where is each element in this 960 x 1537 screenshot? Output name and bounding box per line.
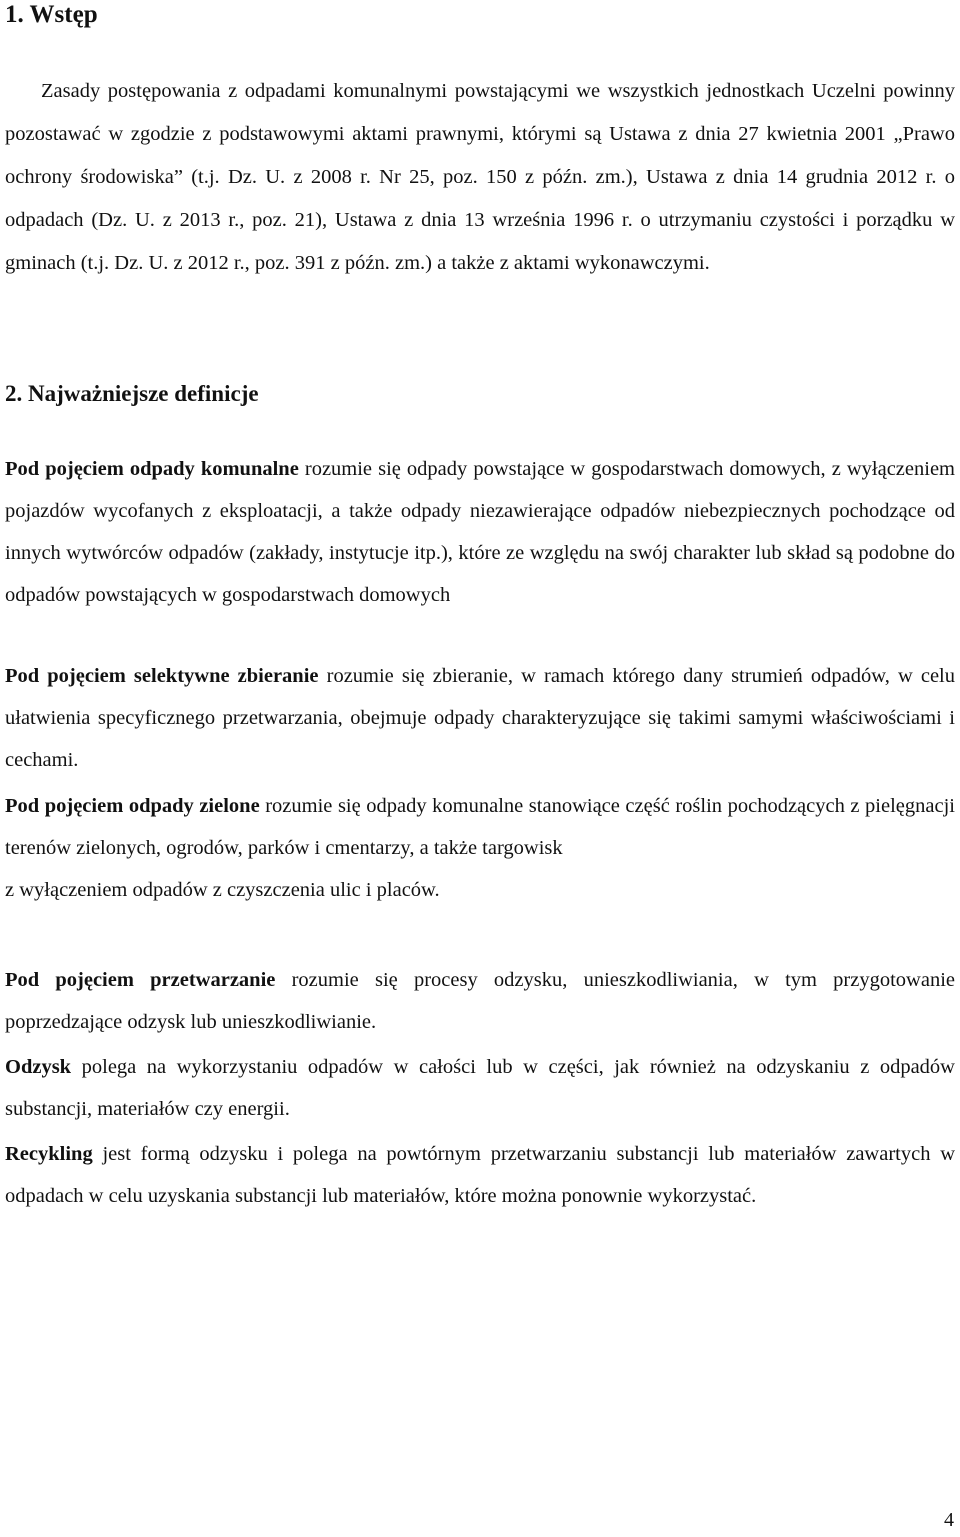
definition-text: jest formą odzysku i polega na powtórnym przetwarzaniu substancji lub materiałów zawartych w odpadach w celu uzyskania substancji lub materiałów, które można ponownie wykorzystać.	[5, 1143, 955, 1207]
definition-text: polega na wykorzystaniu odpadów w całości lub w części, jak również na odzyskaniu z odpadów substancji, materiałów czy energii.	[5, 1056, 955, 1120]
definition-green-waste	[5, 785, 955, 911]
definition-recycling	[5, 1133, 955, 1217]
definition-text: rozumie się odpady komunalne stanowiące część roślin pochodzących z pielęgnacji terenów zielonych, ogrodów, parków i cmentarzy, a także targowisk	[5, 795, 955, 859]
definition-text: rozumie się procesy odzysku, unieszkodliwiania, w tym przygotowanie poprzedzające odzysk lub unieszkodliwianie.	[5, 969, 955, 1033]
definition-term: Pod pojęciem odpady zielone	[5, 795, 260, 817]
definition-text-continued: z wyłączeniem odpadów z czyszczenia ulic i placów.	[5, 879, 440, 901]
intro-paragraph: Zasady postępowania z odpadami komunalnymi powstającymi we wszystkich jednostkach Uczelni powinny pozostawać w zgodzie z podstawowymi aktami prawnymi, którymi są Ustawa z dnia 27 kwietnia 2001 „Prawo ochrony środowiska” (t.j. Dz. U. z 2008 r. Nr 25, poz. 150 z późn. zm.), Ustawa z dnia 14 grudnia 2012 r. o odpadach (Dz. U. z 2013 r., poz. 21), Ustawa z dnia 13 września 1996 r. o utrzymaniu czystości i porządku w gminach (t.j. Dz. U. z 2012 r., poz. 391 z późn. zm.) a także z aktami wykonawczymi.	[5, 80, 955, 274]
definition-term: Odzysk	[5, 1056, 72, 1078]
definition-text: rozumie się odpady powstające w gospodarstwach domowych, z wyłączeniem pojazdów wycofanych z eksploatacji, a także odpady niezawierające odpadów niebezpiecznych pochodzące od innych wytwórców odpadów (zakłady, instytucje itp.), które ze względu na swój charakter lub skład są podobne do odpadów powstających w gospodarstwach domowych	[5, 458, 955, 606]
definition-term: Pod pojęciem selektywne zbieranie	[5, 665, 319, 687]
definition-recovery	[5, 1046, 955, 1130]
section-heading-intro: 1. Wstęp	[5, 1, 98, 28]
page-number: 4	[944, 1509, 954, 1531]
section-heading-definitions: 2. Najważniejsze definicje	[5, 381, 259, 406]
definition-text: rozumie się zbieranie, w ramach którego dany strumień odpadów, w celu ułatwienia specyficznego przetwarzania, obejmuje odpady charakteryzujące się takimi samymi właściwościami i cechami.	[5, 665, 956, 771]
definition-term: Recykling	[5, 1143, 93, 1165]
definition-processing	[5, 959, 955, 1043]
definition-term: Pod pojęciem przetwarzanie	[5, 969, 276, 991]
definition-term: Pod pojęciem odpady komunalne	[5, 458, 299, 480]
definition-selective-collection	[5, 655, 955, 781]
definition-municipal-waste	[5, 448, 955, 616]
